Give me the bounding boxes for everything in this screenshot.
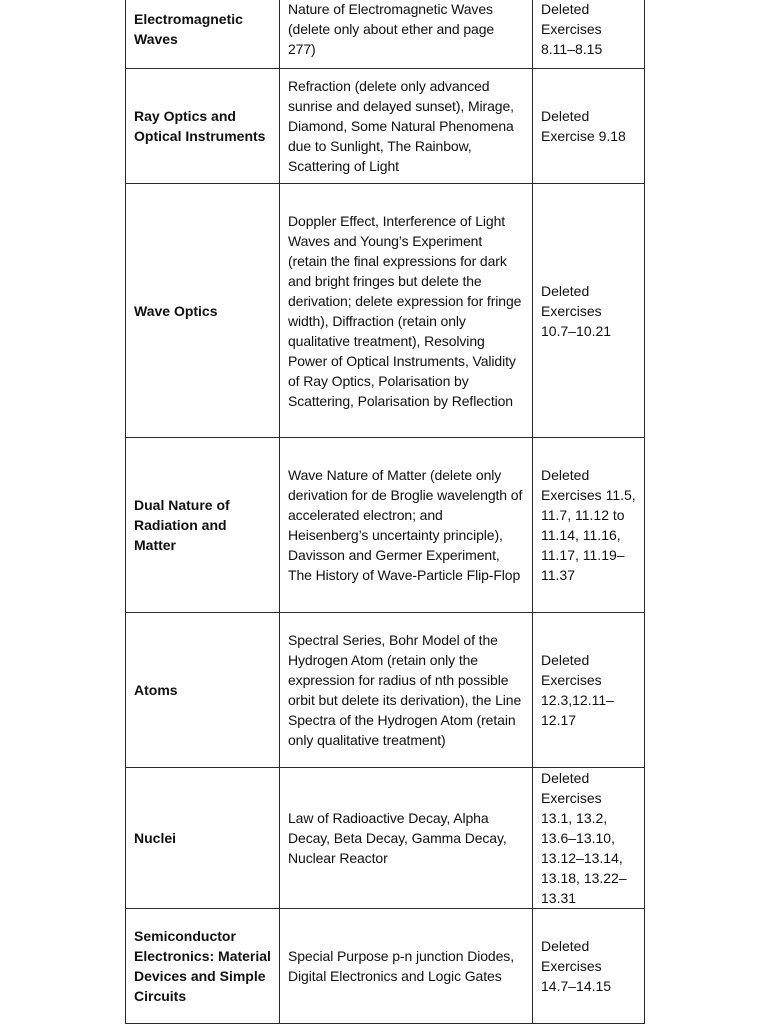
exercises-cell: Deleted Exercises 10.7–10.21 <box>533 184 645 438</box>
topics-cell: Special Purpose p-n junction Diodes, Digital Electronics and Logic Gates <box>280 909 533 1024</box>
topics-cell: Doppler Effect, Interference of Light Waves and Young’s Experiment (retain the final expressions for dark and bright fringes but delete the derivation; delete expression for fringe width), Diffraction (retain only qualitative treatment), Resolving Power of Optical Instruments, Validity of Ray Optics, Polarisation by Scattering, Polarisation by Reflection <box>280 184 533 438</box>
exercises-cell: Deleted Exercises 8.11–8.15 <box>533 0 645 69</box>
chapter-cell: Dual Nature of Radiation and Matter <box>126 438 280 613</box>
table-row <box>126 0 645 69</box>
exercises-cell: Deleted Exercises 14.7–14.15 <box>533 909 645 1024</box>
topics-cell: Refraction (delete only advanced sunrise and delayed sunset), Mirage, Diamond, Some Natural Phenomena due to Sunlight, The Rainbow, Scattering of Light <box>280 69 533 184</box>
table-row <box>126 909 645 1024</box>
chapter-cell: Atoms <box>126 613 280 768</box>
exercises-cell: Deleted Exercise 9.18 <box>533 69 645 184</box>
chapter-cell: Semiconductor Electronics: Material Devices and Simple Circuits <box>126 909 280 1024</box>
chapter-cell: Electromagnetic Waves <box>126 0 280 69</box>
table-row <box>126 184 645 438</box>
deletions-table <box>125 0 645 1024</box>
chapter-cell: Ray Optics and Optical Instruments <box>126 69 280 184</box>
chapter-cell: Nuclei <box>126 768 280 909</box>
exercises-cell: Deleted Exercises 13.1, 13.2, 13.6–13.10, 13.12–13.14, 13.18, 13.22–13.31 <box>533 768 645 909</box>
topics-cell: Spectral Series, Bohr Model of the Hydrogen Atom (retain only the expression for radius of nth possible orbit but delete its derivation), the Line Spectra of the Hydrogen Atom (retain only qualitative treatment) <box>280 613 533 768</box>
exercises-cell: Deleted Exercises 12.3,12.11–12.17 <box>533 613 645 768</box>
table-row <box>126 768 645 909</box>
table-row <box>126 69 645 184</box>
topics-cell: Law of Radioactive Decay, Alpha Decay, Beta Decay, Gamma Decay, Nuclear Reactor <box>280 768 533 909</box>
exercises-cell: Deleted Exercises 11.5, 11.7, 11.12 to 11.14, 11.16, 11.17, 11.19–11.37 <box>533 438 645 613</box>
topics-cell: Nature of Electromagnetic Waves (delete only about ether and page 277) <box>280 0 533 69</box>
topics-cell: Wave Nature of Matter (delete only derivation for de Broglie wavelength of accelerated electron; and Heisenberg’s uncertainty principle), Davisson and Germer Experiment, The History of Wave-Particle Flip-Flop <box>280 438 533 613</box>
table-row <box>126 613 645 768</box>
table-row <box>126 438 645 613</box>
chapter-cell: Wave Optics <box>126 184 280 438</box>
